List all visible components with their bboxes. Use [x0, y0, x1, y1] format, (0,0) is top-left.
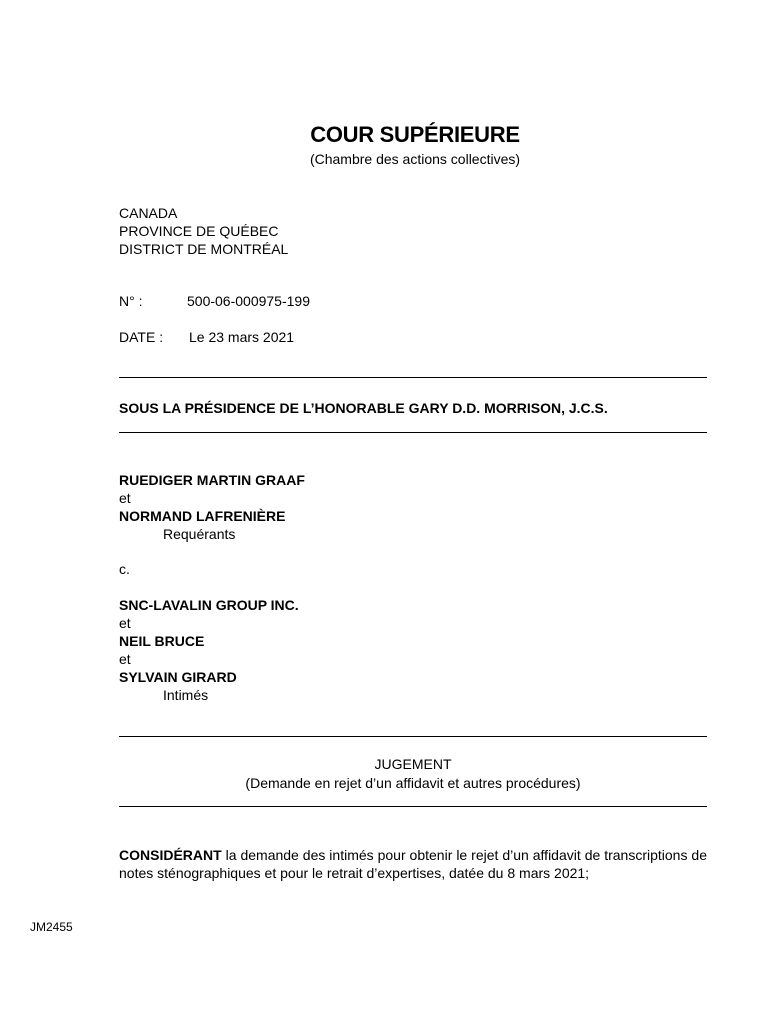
date-label: DATE :	[119, 329, 164, 345]
file-number-label: N° :	[119, 293, 143, 309]
footer-initials: JM2455	[30, 920, 73, 934]
party-connector: et	[119, 651, 131, 667]
versus-label: c.	[119, 561, 130, 577]
jurisdiction-province: PROVINCE DE QUÉBEC	[119, 223, 279, 239]
respondents-block	[119, 596, 299, 704]
divider-line	[119, 377, 707, 378]
considerant-text: la demande des intimés pour obtenir le rejet d’un affidavit de transcriptions de notes sténographiques et pour le retrait d’expertises, datée du 8 mars 2021;	[119, 847, 707, 881]
jurisdiction-district: DISTRICT DE MONTRÉAL	[119, 241, 289, 257]
file-number-value: 500-06-000975-199	[187, 293, 310, 309]
judgment-heading	[119, 755, 707, 793]
considerant-paragraph	[119, 846, 707, 882]
applicant-name: RUEDIGER MARTIN GRAAF	[119, 472, 305, 488]
presiding-judge: SOUS LA PRÉSIDENCE DE L’HONORABLE GARY D.D. MORRISON, J.C.S.	[119, 400, 608, 416]
respondents-role: Intimés	[163, 687, 209, 703]
judgment-title: JUGEMENT	[374, 756, 452, 772]
jurisdiction-country: CANADA	[119, 205, 178, 221]
party-connector: et	[119, 615, 131, 631]
respondent-name: SYLVAIN GIRARD	[119, 669, 237, 685]
applicants-role: Requérants	[163, 526, 236, 542]
judgment-subtitle: (Demande en rejet d’un affidavit et autres procédures)	[245, 775, 581, 791]
considerant-lead: CONSIDÉRANT	[119, 847, 222, 863]
applicant-name: NORMAND LAFRENIÈRE	[119, 508, 286, 524]
applicants-block	[119, 471, 305, 543]
divider-line	[119, 736, 707, 737]
respondent-name: SNC-LAVALIN GROUP INC.	[119, 597, 299, 613]
court-chamber: (Chambre des actions collectives)	[309, 151, 521, 167]
divider-line	[119, 806, 707, 807]
jurisdiction-block	[119, 204, 288, 258]
divider-line	[119, 432, 707, 433]
date-value: Le 23 mars 2021	[189, 329, 295, 345]
court-title: COUR SUPÉRIEURE	[310, 122, 520, 147]
respondent-name: NEIL BRUCE	[119, 633, 205, 649]
party-connector: et	[119, 490, 131, 506]
